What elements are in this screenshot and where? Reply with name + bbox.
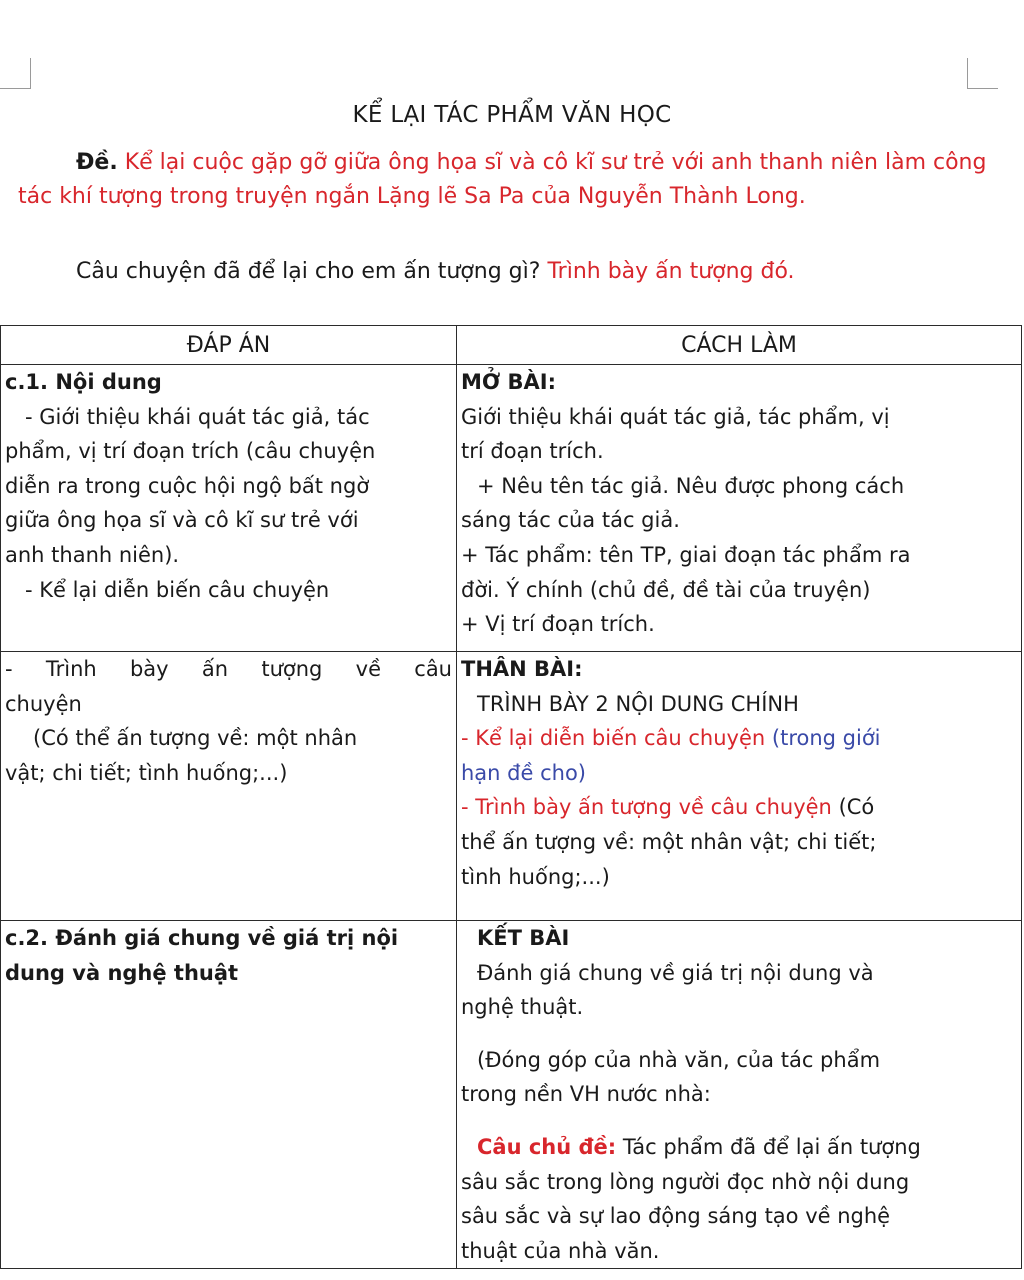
text-line: - Trình bày ấn tượng về câu [5,657,452,681]
text-line: + Vị trí đoạn trích. [461,612,655,637]
text-line: Giới thiệu khái quát tác giả, tác phẩm, vị [461,404,890,429]
row2-right-cell [457,652,1022,921]
content-heading: c.2. Đánh giá chung về giá trị nội [5,926,399,950]
text-line: sáng tác của tác giả. [461,508,680,533]
topic-sentence-label: Câu chủ đề: [477,1134,617,1159]
content-heading: dung và nghệ thuật [5,960,239,985]
row1-right-cell [457,365,1022,652]
item2-red: - Trình bày ấn tượng về câu chuyện [461,795,832,820]
text-line: (Có thể ấn tượng về: một nhân [33,726,358,751]
row3-left-cell [1,921,457,1269]
topic-sentence-text: Tác phẩm đã để lại ấn tượng [622,1134,921,1159]
text-line: giữa ông họa sĩ và cô kĩ sư trẻ với [5,508,359,533]
table-row [1,652,1022,921]
page-title: KỂ LẠI TÁC PHẨM VĂN HỌC [352,102,672,128]
prompt-text: Kể lại cuộc gặp gỡ giữa ông họa sĩ và cô kĩ sư trẻ với anh thanh niên làm công tác khí tượng trong truyện ngắn Lặng lẽ Sa Pa của Nguyễn Thành Long. [18,150,987,209]
text-line: sâu sắc và sự lao động sáng tạo về nghệ [461,1204,891,1229]
section-heading: MỞ BÀI: [461,370,557,394]
text-line: - Giới thiệu khái quát tác giả, tác [25,404,370,429]
section-heading: KẾT BÀI [477,926,570,950]
text-line: thể ấn tượng về: một nhân vật; chi tiết; [461,829,877,854]
text-line: nghệ thuật. [461,995,584,1020]
row2-left-cell [1,652,457,921]
row1-left-cell [1,365,457,652]
crop-mark-right [967,58,998,89]
table-header-row [1,326,1022,365]
text-line [461,790,1017,825]
sub-heading: TRÌNH BÀY 2 NỘI DUNG CHÍNH [477,691,799,716]
text-line: + Tác phẩm: tên TP, giai đoạn tác phẩm ra [461,542,911,567]
text-line: đời. Ý chính (chủ đề, đề tài của truyện) [461,577,871,602]
text-line: + Nêu tên tác giả. Nêu được phong cách [477,473,905,498]
text-line: hạn đề cho) [461,760,586,785]
item1-blue: (trong giới [771,726,881,751]
text-line: anh thanh niên). [5,542,180,567]
crop-mark-left [0,58,31,89]
header-cach-lam: CÁCH LÀM [457,326,1022,365]
text-line: phẩm, vị trí đoạn trích (câu chuyện [5,439,376,464]
text-line: sâu sắc trong lòng người đọc nhờ nội dung [461,1169,910,1194]
question-red: Trình bày ấn tượng đó. [547,259,795,284]
answer-table [0,325,1022,1269]
question-black: Câu chuyện đã để lại cho em ấn tượng gì? [76,259,541,284]
prompt-question [76,255,1016,289]
text-line: Đánh giá chung về giá trị nội dung và [477,960,874,985]
text-line: (Đóng góp của nhà văn, của tác phẩm [477,1047,881,1072]
item2-rest: (Có [838,795,875,820]
text-line: diễn ra trong cuộc hội ngộ bất ngờ [5,473,370,498]
section-heading: THÂN BÀI: [461,657,583,681]
text-line [461,1130,1017,1165]
text-line: thuật của nhà văn. [461,1238,660,1263]
prompt-paragraph [18,146,1008,214]
table-row [1,365,1022,652]
item1-red: - Kể lại diễn biến câu chuyện [461,726,766,751]
table-row [1,921,1022,1269]
text-line: chuyện [5,691,82,716]
text-line: trí đoạn trích. [461,439,604,464]
content-heading: c.1. Nội dung [5,370,162,394]
row3-right-cell [457,921,1022,1269]
text-line: vật; chi tiết; tình huống;...) [5,760,288,785]
prompt-label: Đề. [76,150,118,175]
header-dap-an: ĐÁP ÁN [1,326,457,365]
text-line: trong nền VH nước nhà: [461,1082,711,1107]
text-line: - Kể lại diễn biến câu chuyện [25,577,330,602]
text-line [461,721,1017,756]
text-line: tình huống;...) [461,864,610,889]
